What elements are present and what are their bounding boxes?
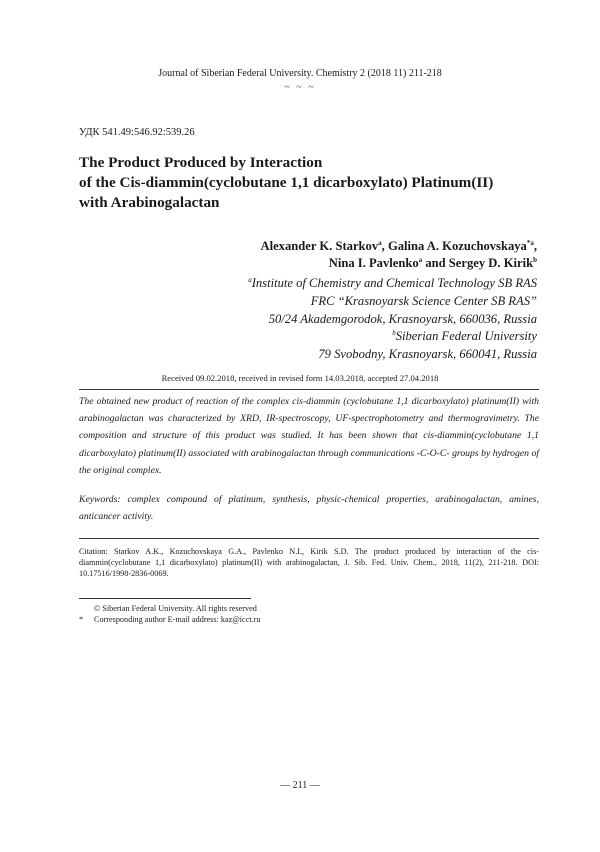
author-affiliation-mark: a — [418, 255, 423, 264]
header-ornament: ~ ~ ~ — [284, 82, 316, 93]
affiliation-a-line-1 — [67, 275, 537, 293]
title-line-1: The Product Produced by Interaction — [79, 154, 323, 171]
author-name: Nina I. Pavlenko — [328, 256, 419, 270]
title-line-2: of the Cis-diammin(cyclobutane 1,1 dicarboxylato) Platinum(II) — [79, 174, 494, 191]
abstract: The obtained new product of reaction of the complex cis-diammin (cyclobutane 1,1 dicarboxylato) platinum(II) with arabinogalactan was characterized by XRD, IR-spectroscopy, UF-spectrophotometry and thermogravimetry. The composition and structure of this product was studied. It has been shown that cis-diammin(cyclobutane 1,1 dicarboxylato) platinum(II) associated with arabinogalactan through communications -C-O-C- groups by hydrogen of the original complex. — [79, 396, 539, 476]
paper-title — [79, 153, 549, 213]
affiliation-mark: a — [248, 275, 252, 284]
affiliation-a-line-3: 50/24 Akademgorodok, Krasnoyarsk, 660036, Russia — [268, 311, 537, 326]
author-affiliation-mark: a — [378, 238, 382, 247]
citation: Citation: Starkov A.K., Kozuchovskaya G.A., Pavlenko N.I., Kirik S.D. The product produced by interaction of the cis-diammin(cyclobutane 1,1 dicarboxylato) platinum(II) with arabinogalactan, J. Sib. Fed. Univ. Chem., 2018, 11(2), 211-218. DOI: 10.17516/1998-2836-0069. — [79, 547, 539, 579]
journal-header: Journal of Siberian Federal University. Chemistry 2 (2018 11) 211-218 — [158, 68, 442, 79]
footnote-corresponding — [79, 614, 260, 625]
author-name: Alexander K. Starkov — [260, 239, 379, 253]
author-affiliation-mark: *a — [526, 238, 534, 247]
affiliations — [67, 275, 537, 364]
author-list — [67, 238, 537, 272]
footnote-mark: * — [79, 615, 84, 624]
copyright-text: © Siberian Federal University. All rights reserved — [94, 604, 257, 613]
affiliation-text: Siberian Federal University — [395, 329, 537, 344]
citation-top-rule — [79, 538, 539, 539]
affiliation-b-line-2: 79 Svobodny, Krasnoyarsk, 660041, Russia — [318, 347, 537, 362]
affiliation-b-line-1 — [67, 328, 537, 346]
author-conjunction: and — [425, 256, 446, 270]
keywords: Keywords: complex compound of platinum, synthesis, physic-chemical properties, arabinogalactan, amines, anticancer activity. — [79, 494, 539, 523]
affiliation-text: Institute of Chemistry and Chemical Technology SB RAS — [251, 276, 537, 290]
footnote-copyright — [79, 603, 257, 614]
affiliation-a-line-2: FRC “Krasnoyarsk Science Center SB RAS” — [310, 293, 537, 308]
abstract-top-rule — [79, 389, 539, 390]
authors-line-2 — [67, 255, 537, 272]
udk-code: УДК 541.49:546.92:539.26 — [79, 127, 195, 138]
author-name: Galina A. Kozuchovskaya — [387, 239, 527, 253]
title-line-3: with Arabinogalactan — [79, 194, 220, 211]
author-affiliation-mark: b — [533, 255, 537, 264]
affiliation-mark: b — [392, 329, 396, 338]
page-number: — 211 — — [280, 780, 320, 791]
received-dates: Received 09.02.2018, received in revised form 14.03.2018, accepted 27.04.2018 — [161, 373, 439, 383]
corresponding-author-email: Corresponding author E-mail address: kaz@icct.ru — [94, 615, 261, 624]
authors-line-1: Alexander K. Starkov$^a$, Galina A. Kozuchovskaya$^{*a}$, — [260, 238, 537, 253]
footnote-rule — [79, 598, 251, 599]
author-name: Sergey D. Kirik — [448, 256, 534, 270]
